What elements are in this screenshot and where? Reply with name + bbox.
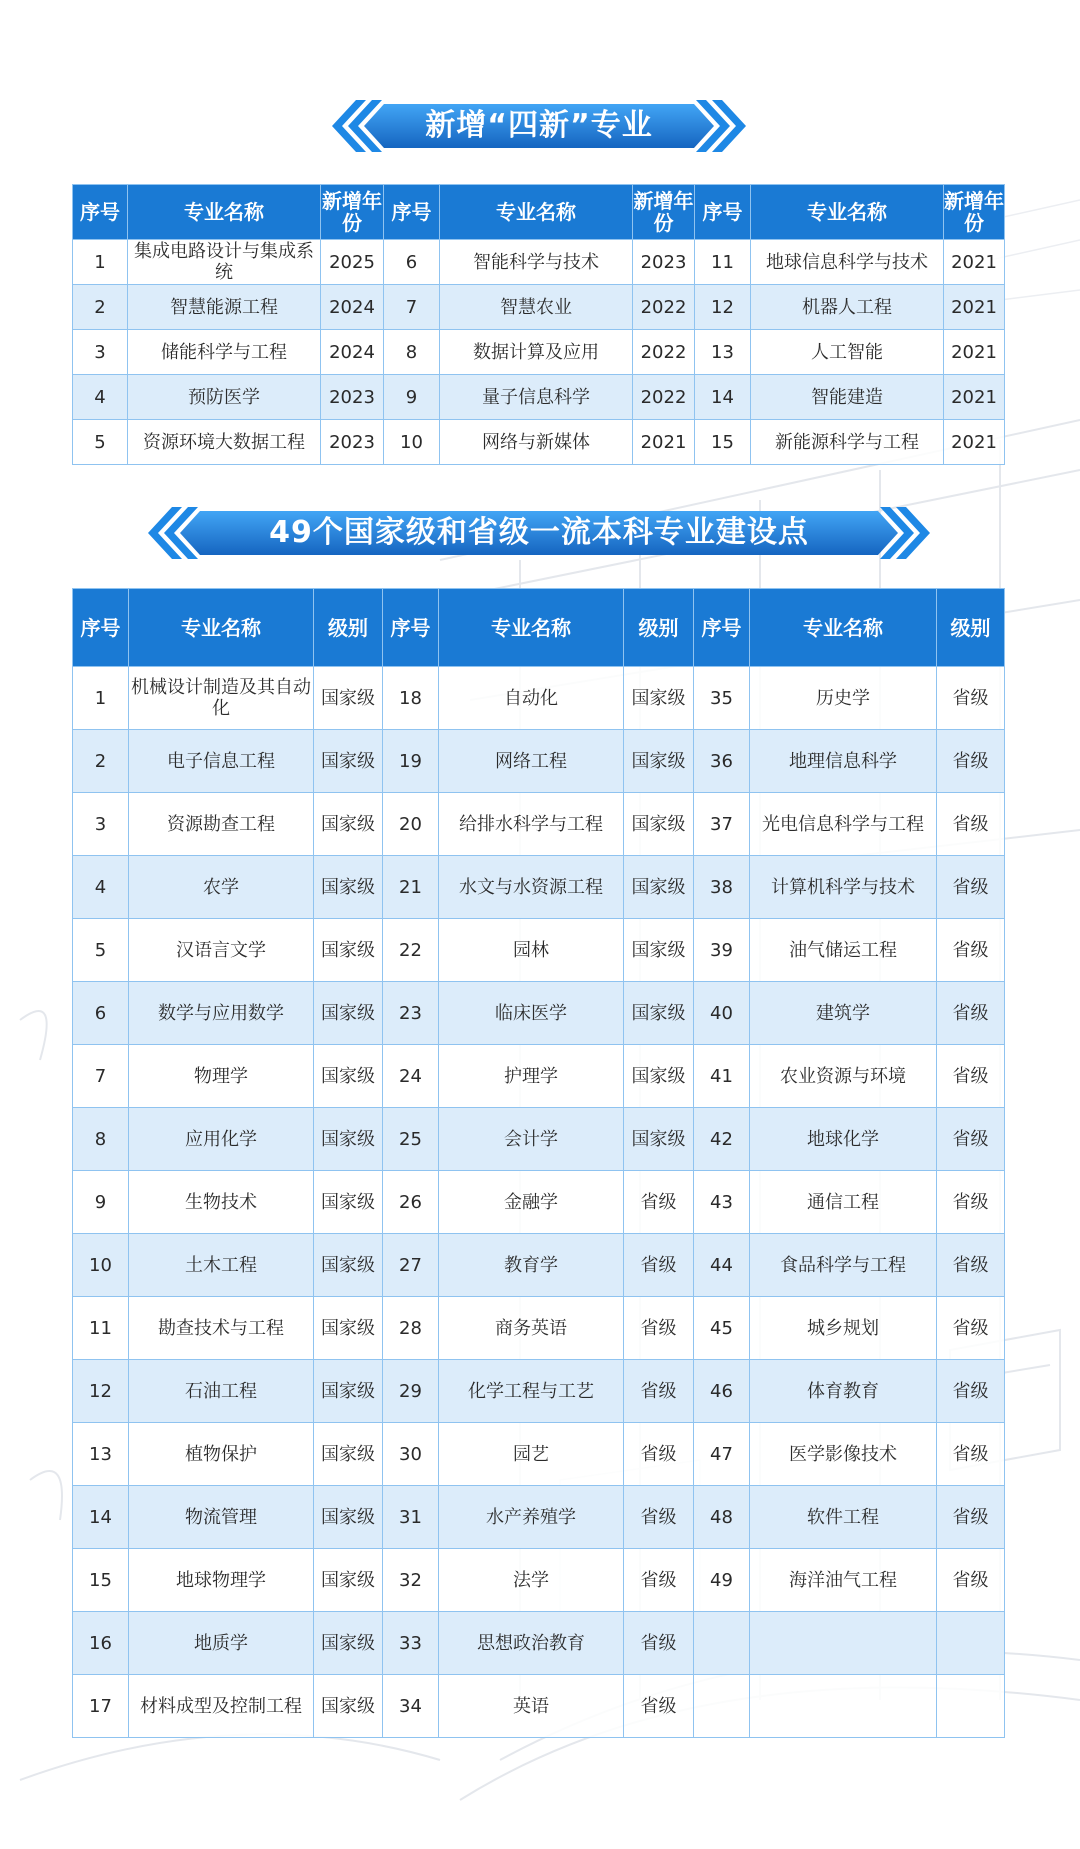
table-cell: 2023 bbox=[321, 420, 384, 465]
table-cell: 25 bbox=[383, 1108, 439, 1171]
table-row bbox=[73, 1045, 1005, 1108]
table-cell: 园林 bbox=[439, 919, 624, 982]
table-cell: 智能科学与技术 bbox=[440, 240, 633, 285]
table-cell: 网络工程 bbox=[439, 730, 624, 793]
column-header: 序号 bbox=[694, 589, 750, 667]
table-cell: 数学与应用数学 bbox=[129, 982, 314, 1045]
table-cell: 10 bbox=[73, 1234, 129, 1297]
table-cell: 教育学 bbox=[439, 1234, 624, 1297]
table-cell: 石油工程 bbox=[129, 1360, 314, 1423]
table-cell: 农业资源与环境 bbox=[750, 1045, 937, 1108]
column-header: 序号 bbox=[383, 589, 439, 667]
table-cell: 机器人工程 bbox=[751, 285, 944, 330]
table-cell bbox=[750, 1612, 937, 1675]
table-cell: 临床医学 bbox=[439, 982, 624, 1045]
table-cell bbox=[937, 1612, 1005, 1675]
table-cell: 国家级 bbox=[624, 1108, 694, 1171]
table-cell: 智慧能源工程 bbox=[128, 285, 321, 330]
column-header: 专业名称 bbox=[128, 185, 321, 240]
table-cell: 量子信息科学 bbox=[440, 375, 633, 420]
table-cell: 29 bbox=[383, 1360, 439, 1423]
table-cell: 国家级 bbox=[314, 793, 383, 856]
table-cell: 34 bbox=[383, 1675, 439, 1738]
column-header: 专业名称 bbox=[750, 589, 937, 667]
table-cell: 39 bbox=[694, 919, 750, 982]
table-cell bbox=[694, 1612, 750, 1675]
table-cell: 园艺 bbox=[439, 1423, 624, 1486]
table-row bbox=[73, 1297, 1005, 1360]
table-cell: 地质学 bbox=[129, 1612, 314, 1675]
table-row bbox=[73, 1612, 1005, 1675]
table-row bbox=[73, 1360, 1005, 1423]
table-cell: 47 bbox=[694, 1423, 750, 1486]
table-cell: 省级 bbox=[624, 1675, 694, 1738]
table-cell: 智慧农业 bbox=[440, 285, 633, 330]
table-cell: 省级 bbox=[937, 856, 1005, 919]
table-cell: 6 bbox=[73, 982, 129, 1045]
section2-title: 49个国家级和省级一流本科专业建设点 bbox=[269, 515, 809, 550]
column-header: 新增年份 bbox=[633, 185, 695, 240]
table-cell: 48 bbox=[694, 1486, 750, 1549]
table-cell: 地球物理学 bbox=[129, 1549, 314, 1612]
table-row bbox=[73, 1675, 1005, 1738]
table-cell: 国家级 bbox=[624, 667, 694, 730]
table-cell: 11 bbox=[695, 240, 751, 285]
table-cell: 4 bbox=[73, 856, 129, 919]
table-cell: 省级 bbox=[937, 1486, 1005, 1549]
table-row bbox=[73, 1108, 1005, 1171]
table-cell: 国家级 bbox=[314, 1360, 383, 1423]
column-header: 专业名称 bbox=[129, 589, 314, 667]
table-cell: 5 bbox=[73, 919, 129, 982]
table-cell: 软件工程 bbox=[750, 1486, 937, 1549]
table-cell: 省级 bbox=[624, 1612, 694, 1675]
table-row bbox=[73, 240, 1005, 285]
table-cell: 商务英语 bbox=[439, 1297, 624, 1360]
table-cell: 自动化 bbox=[439, 667, 624, 730]
table-cell: 38 bbox=[694, 856, 750, 919]
table-cell: 2021 bbox=[633, 420, 695, 465]
table-cell: 城乡规划 bbox=[750, 1297, 937, 1360]
table-cell: 1 bbox=[73, 667, 129, 730]
table-cell: 国家级 bbox=[624, 793, 694, 856]
table-cell: 2022 bbox=[633, 330, 695, 375]
table-cell: 省级 bbox=[624, 1486, 694, 1549]
table-cell: 给排水科学与工程 bbox=[439, 793, 624, 856]
table-cell: 国家级 bbox=[624, 1045, 694, 1108]
table-cell: 金融学 bbox=[439, 1171, 624, 1234]
table-cell: 医学影像技术 bbox=[750, 1423, 937, 1486]
table-cell: 省级 bbox=[624, 1549, 694, 1612]
table-cell: 国家级 bbox=[314, 1675, 383, 1738]
table-row bbox=[73, 330, 1005, 375]
section2-banner bbox=[144, 503, 934, 563]
table-cell: 国家级 bbox=[624, 982, 694, 1045]
table-cell: 电子信息工程 bbox=[129, 730, 314, 793]
column-header: 序号 bbox=[384, 185, 440, 240]
table-cell: 16 bbox=[73, 1612, 129, 1675]
table-cell: 光电信息科学与工程 bbox=[750, 793, 937, 856]
table-cell: 28 bbox=[383, 1297, 439, 1360]
table-cell: 2021 bbox=[944, 330, 1005, 375]
table-cell: 4 bbox=[73, 375, 128, 420]
table-cell: 省级 bbox=[937, 1108, 1005, 1171]
table-cell bbox=[750, 1675, 937, 1738]
table-cell: 省级 bbox=[624, 1360, 694, 1423]
table-cell: 3 bbox=[73, 330, 128, 375]
table-cell: 2 bbox=[73, 730, 129, 793]
table-cell: 37 bbox=[694, 793, 750, 856]
table-cell: 45 bbox=[694, 1297, 750, 1360]
table-cell: 国家级 bbox=[314, 919, 383, 982]
table-cell: 49 bbox=[694, 1549, 750, 1612]
table-cell: 资源环境大数据工程 bbox=[128, 420, 321, 465]
table-cell: 8 bbox=[73, 1108, 129, 1171]
table-cell: 9 bbox=[73, 1171, 129, 1234]
table-row bbox=[73, 982, 1005, 1045]
table-cell: 国家级 bbox=[314, 1486, 383, 1549]
table-cell: 物流管理 bbox=[129, 1486, 314, 1549]
table-cell: 26 bbox=[383, 1171, 439, 1234]
table-cell: 7 bbox=[384, 285, 440, 330]
table-cell: 省级 bbox=[937, 1045, 1005, 1108]
table-cell: 省级 bbox=[624, 1423, 694, 1486]
table-cell: 46 bbox=[694, 1360, 750, 1423]
table-cell: 24 bbox=[383, 1045, 439, 1108]
table-cell: 12 bbox=[73, 1360, 129, 1423]
table-cell: 省级 bbox=[937, 919, 1005, 982]
table-cell: 计算机科学与技术 bbox=[750, 856, 937, 919]
table-cell: 省级 bbox=[937, 1171, 1005, 1234]
table-cell: 省级 bbox=[937, 1297, 1005, 1360]
column-header: 级别 bbox=[937, 589, 1005, 667]
table-cell bbox=[694, 1675, 750, 1738]
table-cell: 22 bbox=[383, 919, 439, 982]
first-class-majors-table bbox=[72, 588, 1005, 1738]
section1-title: 新增“四新”专业 bbox=[425, 108, 653, 143]
table-cell: 生物技术 bbox=[129, 1171, 314, 1234]
table-cell: 1 bbox=[73, 240, 128, 285]
table-cell: 44 bbox=[694, 1234, 750, 1297]
table-cell: 12 bbox=[695, 285, 751, 330]
table-cell: 体育教育 bbox=[750, 1360, 937, 1423]
table-header-row bbox=[73, 589, 1005, 667]
column-header: 专业名称 bbox=[751, 185, 944, 240]
table-cell: 2023 bbox=[321, 375, 384, 420]
table-cell: 农学 bbox=[129, 856, 314, 919]
table-cell: 英语 bbox=[439, 1675, 624, 1738]
table-cell: 人工智能 bbox=[751, 330, 944, 375]
table-cell: 网络与新媒体 bbox=[440, 420, 633, 465]
table-cell: 15 bbox=[695, 420, 751, 465]
table-row bbox=[73, 285, 1005, 330]
table-cell: 省级 bbox=[624, 1297, 694, 1360]
table-cell: 数据计算及应用 bbox=[440, 330, 633, 375]
table-cell: 17 bbox=[73, 1675, 129, 1738]
table-cell: 省级 bbox=[937, 730, 1005, 793]
table-cell: 国家级 bbox=[314, 1297, 383, 1360]
table-row bbox=[73, 919, 1005, 982]
table-cell: 33 bbox=[383, 1612, 439, 1675]
table-cell: 2021 bbox=[944, 240, 1005, 285]
table-cell: 省级 bbox=[937, 793, 1005, 856]
table-cell: 法学 bbox=[439, 1549, 624, 1612]
table-cell: 预防医学 bbox=[128, 375, 321, 420]
table-cell: 15 bbox=[73, 1549, 129, 1612]
table-cell: 6 bbox=[384, 240, 440, 285]
table-cell: 31 bbox=[383, 1486, 439, 1549]
table-row bbox=[73, 1486, 1005, 1549]
table-cell: 会计学 bbox=[439, 1108, 624, 1171]
table-cell: 智能建造 bbox=[751, 375, 944, 420]
table-cell: 机械设计制造及其自动化 bbox=[129, 667, 314, 730]
table-cell: 8 bbox=[384, 330, 440, 375]
table-cell: 40 bbox=[694, 982, 750, 1045]
table-cell: 21 bbox=[383, 856, 439, 919]
table-cell: 地球信息科学与技术 bbox=[751, 240, 944, 285]
table-cell: 护理学 bbox=[439, 1045, 624, 1108]
table-row bbox=[73, 856, 1005, 919]
column-header: 新增年份 bbox=[321, 185, 384, 240]
table-cell: 省级 bbox=[624, 1234, 694, 1297]
table-cell: 集成电路设计与集成系统 bbox=[128, 240, 321, 285]
table-cell: 国家级 bbox=[314, 856, 383, 919]
table-cell: 储能科学与工程 bbox=[128, 330, 321, 375]
table-cell: 41 bbox=[694, 1045, 750, 1108]
table-cell: 2024 bbox=[321, 330, 384, 375]
table-cell: 国家级 bbox=[314, 1045, 383, 1108]
table-cell: 国家级 bbox=[624, 856, 694, 919]
table-cell: 应用化学 bbox=[129, 1108, 314, 1171]
table-row bbox=[73, 1171, 1005, 1234]
column-header: 序号 bbox=[695, 185, 751, 240]
table-row bbox=[73, 375, 1005, 420]
table-cell: 通信工程 bbox=[750, 1171, 937, 1234]
table-cell: 历史学 bbox=[750, 667, 937, 730]
table-cell: 省级 bbox=[937, 1234, 1005, 1297]
table-cell: 勘查技术与工程 bbox=[129, 1297, 314, 1360]
table-cell: 14 bbox=[73, 1486, 129, 1549]
table-cell: 19 bbox=[383, 730, 439, 793]
table-cell: 2024 bbox=[321, 285, 384, 330]
table-cell: 国家级 bbox=[314, 1234, 383, 1297]
column-header: 序号 bbox=[73, 185, 128, 240]
table-cell: 油气储运工程 bbox=[750, 919, 937, 982]
table-cell: 13 bbox=[73, 1423, 129, 1486]
table-cell: 2 bbox=[73, 285, 128, 330]
table-cell: 地理信息科学 bbox=[750, 730, 937, 793]
table-cell: 3 bbox=[73, 793, 129, 856]
table-cell: 省级 bbox=[937, 1423, 1005, 1486]
table-cell: 化学工程与工艺 bbox=[439, 1360, 624, 1423]
table-cell: 思想政治教育 bbox=[439, 1612, 624, 1675]
table-cell: 5 bbox=[73, 420, 128, 465]
table-row bbox=[73, 1423, 1005, 1486]
table-cell: 20 bbox=[383, 793, 439, 856]
table-cell: 2025 bbox=[321, 240, 384, 285]
table-cell: 11 bbox=[73, 1297, 129, 1360]
table-cell: 材料成型及控制工程 bbox=[129, 1675, 314, 1738]
table-cell: 2022 bbox=[633, 285, 695, 330]
table-cell: 食品科学与工程 bbox=[750, 1234, 937, 1297]
table-cell: 18 bbox=[383, 667, 439, 730]
table-cell: 36 bbox=[694, 730, 750, 793]
section1-banner bbox=[328, 96, 750, 156]
table-cell: 新能源科学与工程 bbox=[751, 420, 944, 465]
table-row bbox=[73, 667, 1005, 730]
table-cell bbox=[937, 1675, 1005, 1738]
table-cell: 植物保护 bbox=[129, 1423, 314, 1486]
table-cell: 物理学 bbox=[129, 1045, 314, 1108]
table-cell: 42 bbox=[694, 1108, 750, 1171]
column-header: 专业名称 bbox=[439, 589, 624, 667]
table-cell: 国家级 bbox=[624, 730, 694, 793]
table-cell: 35 bbox=[694, 667, 750, 730]
table-row bbox=[73, 420, 1005, 465]
table-cell: 水产养殖学 bbox=[439, 1486, 624, 1549]
table-cell: 2021 bbox=[944, 285, 1005, 330]
table-cell: 国家级 bbox=[314, 1171, 383, 1234]
column-header: 新增年份 bbox=[944, 185, 1005, 240]
table-cell: 海洋油气工程 bbox=[750, 1549, 937, 1612]
table-cell: 23 bbox=[383, 982, 439, 1045]
table-cell: 省级 bbox=[937, 1360, 1005, 1423]
table-cell: 地球化学 bbox=[750, 1108, 937, 1171]
table-cell: 2021 bbox=[944, 420, 1005, 465]
table-cell: 水文与水资源工程 bbox=[439, 856, 624, 919]
table-cell: 省级 bbox=[937, 667, 1005, 730]
table-cell: 国家级 bbox=[314, 1108, 383, 1171]
table-header-row bbox=[73, 185, 1005, 240]
table-row bbox=[73, 1234, 1005, 1297]
table-cell: 2023 bbox=[633, 240, 695, 285]
table-cell: 国家级 bbox=[314, 667, 383, 730]
table-cell: 国家级 bbox=[314, 730, 383, 793]
table-cell: 资源勘查工程 bbox=[129, 793, 314, 856]
table-cell: 省级 bbox=[624, 1171, 694, 1234]
table-cell: 国家级 bbox=[624, 919, 694, 982]
table-cell: 国家级 bbox=[314, 982, 383, 1045]
column-header: 级别 bbox=[624, 589, 694, 667]
table-cell: 32 bbox=[383, 1549, 439, 1612]
table-cell: 27 bbox=[383, 1234, 439, 1297]
table-cell: 省级 bbox=[937, 982, 1005, 1045]
table-cell: 建筑学 bbox=[750, 982, 937, 1045]
table-cell: 43 bbox=[694, 1171, 750, 1234]
table-cell: 2022 bbox=[633, 375, 695, 420]
table-cell: 30 bbox=[383, 1423, 439, 1486]
table-cell: 9 bbox=[384, 375, 440, 420]
table-row bbox=[73, 1549, 1005, 1612]
column-header: 专业名称 bbox=[440, 185, 633, 240]
table-cell: 14 bbox=[695, 375, 751, 420]
table-cell: 13 bbox=[695, 330, 751, 375]
table-row bbox=[73, 793, 1005, 856]
table-cell: 2021 bbox=[944, 375, 1005, 420]
table-cell: 汉语言文学 bbox=[129, 919, 314, 982]
table-cell: 省级 bbox=[937, 1549, 1005, 1612]
new-majors-table bbox=[72, 184, 1005, 465]
column-header: 序号 bbox=[73, 589, 129, 667]
table-cell: 10 bbox=[384, 420, 440, 465]
table-cell: 国家级 bbox=[314, 1612, 383, 1675]
column-header: 级别 bbox=[314, 589, 383, 667]
table-cell: 7 bbox=[73, 1045, 129, 1108]
table-row bbox=[73, 730, 1005, 793]
table-cell: 国家级 bbox=[314, 1423, 383, 1486]
table-cell: 国家级 bbox=[314, 1549, 383, 1612]
table-cell: 土木工程 bbox=[129, 1234, 314, 1297]
